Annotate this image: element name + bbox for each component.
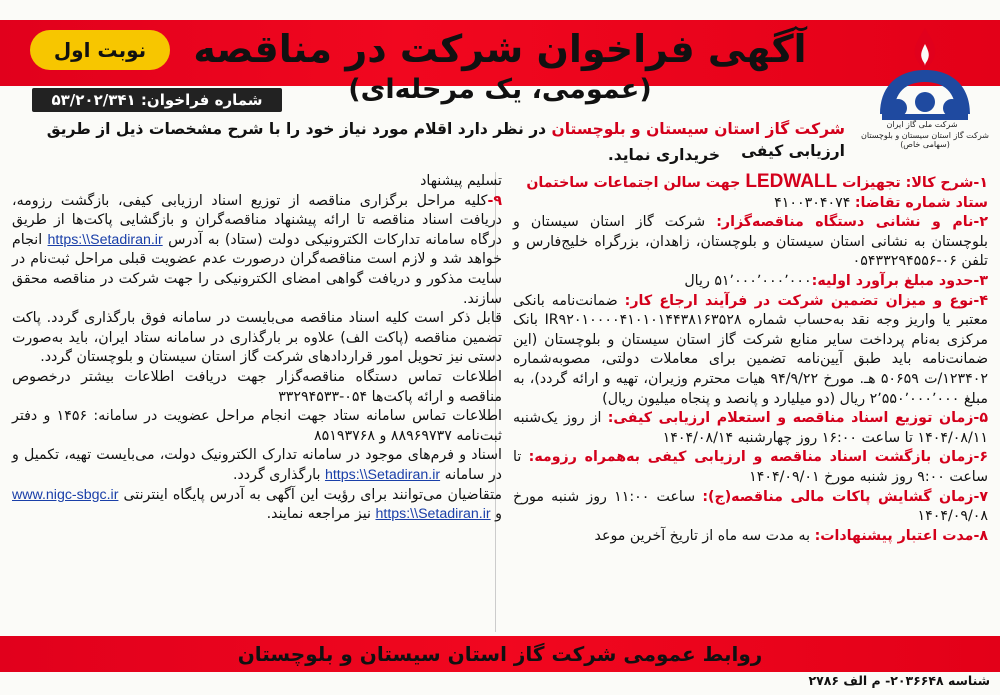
para-6-and: و — [490, 506, 502, 523]
request-number-value: ۴۱۰۰۳۰۴۰۷۴ — [774, 194, 851, 211]
para-2: قابل ذکر است کلیه اسناد مناقصه می‌بایست در سامانه فوق بارگذاری گردد. پاکت تضمین مناقصه (پاکت الف) علاوه بر بارگذاری در سامانه ستاد ایران، باید به‌صورت دستی نیز تحویل امور قراردادهای شرکت گاز استان سیستان و بلوچستان گردد. — [12, 310, 502, 366]
item-4-text-b: بانک مرکزی به‌نام پرداخت سایر منابع شرکت گاز استان سیستان و بلوچستان (این ضمانت‌نامه باید طبق آیین‌نامه تضمین برای معاملات دولتی، مصوبه‌شماره ۱۲۳۴۰۲/ت ۵۰۶۵۹ هـ. مورخ ۹۴/۹/۲۲ هیات محترم وزیران، تهیه و ارائه گردد)، به مبلغ ۲٬۵۵۰٬۰۰۰٬۰۰۰ ریال (دو میلیارد و پانصد و پنجاه میلیون ریال) — [513, 312, 988, 407]
logo-caption-nigc: شرکت ملی گاز ایران — [886, 120, 958, 129]
first-round-badge: نوبت اول — [30, 30, 170, 70]
item-8-text: به مدت سه ماه از تاریخ آخرین موعد — [594, 527, 815, 544]
para-5 — [12, 446, 502, 485]
item-1-ledwall: LEDWALL — [745, 171, 838, 192]
setadiran-link-3[interactable]: https:\\Setadiran.ir — [375, 506, 491, 523]
item-7 — [513, 488, 988, 527]
para-6-text-b: نیز مراجعه نمایند. — [266, 506, 376, 523]
intro-company-name: شرکت گاز استان سیستان و بلوچستان — [551, 120, 845, 138]
intro-text-end: خریداری نماید. — [607, 146, 720, 164]
para-5-text-b: بارگذاری گردد. — [232, 466, 325, 483]
para-3: اطلاعات تماس دستگاه مناقصه‌گزار جهت دریافت اطلاعات بیشتر درخصوص مناقصه و ارائه پاکت‌ها ۰۵۴-۳۳۲۹۴۵۳۳ — [12, 368, 502, 405]
item-5-label: ۵-زمان توزیع اسناد مناقصه و استعلام ارزیابی کیفی: — [607, 410, 988, 427]
item-9-text-b: انجام خواهد شد و لازم است مناقصه‌گران درصورت عدم عضویت قبلی مراحل ثبت‌نام در سایت مذکور و دریافت گواهی امضای الکترونیکی را جهت شرکت در مناقصه محقق سازند. — [12, 231, 502, 307]
item-2-text: شرکت گاز استان سیستان و بلوچستان به نشانی استان سیستان و بلوچستان، زاهدان، بزرگراه خلیج‌فارس و تلفن ۰۶-۰۵۴۳۳۲۹۴۵۵۶ — [513, 214, 988, 270]
item-5 — [513, 409, 988, 448]
item-3-label: ۳-حدود مبلغ برآورد اولیه: — [811, 272, 988, 289]
left-column — [12, 172, 502, 525]
footer-public-relations: روابط عمومی شرکت گاز استان سیستان و بلوچستان — [237, 642, 763, 666]
setadiran-link[interactable]: https:\\Setadiran.ir — [47, 231, 163, 248]
item-4-label: ۴-نوع و میزان تضمین شرکت در فرآیند ارجاع کار: — [624, 292, 988, 309]
nigc-sbgc-link[interactable]: www.nigc-sbgc.ir — [12, 486, 119, 503]
item-8-label: ۸-مدت اعتبار پیشنهادات: — [814, 527, 988, 544]
item-9-label: ۹- — [487, 192, 502, 209]
item-4-iban: IR۹۲۰۱۰۰۰۰۴۱۰۱۰۱۴۴۳۸۱۶۳۵۲۸ — [544, 312, 742, 329]
logo-caption-company: شرکت گاز استان سیستان و بلوچستان (سهامی خاص) — [861, 131, 989, 149]
para-4: اطلاعات تماس سامانه ستاد جهت انجام مراحل عضویت در سامانه: ۱۴۵۶ و دفتر ثبت‌نامه ۸۸۹۶۹۷۳۷ و ۸۵۱۹۳۷۶۸ — [12, 408, 502, 444]
item-3 — [513, 272, 988, 292]
item-2-label: ۲-نام و نشانی دستگاه مناقصه‌گزار: — [716, 214, 988, 231]
intro-text: در نظر دارد اقلام مورد نیاز خود را با شرح مشخصات ذیل از طریق ارزیابی کیفی — [46, 120, 845, 160]
para-6-text-a: متقاضیان می‌توانند برای رؤیت این آگهی به آدرس پایگاه اینترنتی — [118, 486, 502, 503]
item-7-label: ۷-زمان گشایش پاکات مالی مناقصه(ج): — [702, 488, 988, 505]
item-1-request-number — [513, 194, 988, 214]
call-number: شماره فراخوان: ۵۳/۲۰۲/۳۴۱ — [32, 88, 282, 112]
left-line-0: تسلیم پیشنهاد — [420, 173, 502, 189]
item-7-text: ساعت ۱۱:۰۰ روز شنبه مورخ ۱۴۰۴/۰۹/۰۸ — [513, 488, 988, 525]
item-6-text: تا ساعت ۹:۰۰ روز شنبه مورخ ۱۴۰۴/۰۹/۰۱ — [513, 449, 988, 485]
notice-id: شناسه ۲۰۳۶۶۴۸- م الف ۲۷۸۶ — [808, 673, 990, 688]
notice-subtitle: (عمومی، یک مرحله‌ای) — [348, 74, 652, 105]
item-6 — [513, 448, 988, 487]
item-5-text: از روز یک‌شنبه ۱۴۰۴/۰۸/۱۱ تا ساعت ۱۶:۰۰ روز چهارشنبه ۱۴۰۴/۰۸/۱۴ — [513, 410, 988, 446]
item-6-label: ۶-زمان بازگشت اسناد مناقصه و ارزیابی کیفی به‌همراه رزومه: — [528, 449, 989, 466]
item-9-text-a: کلیه مراحل برگزاری مناقصه از توزیع اسناد ارزیابی کیفی، بازگشت رزومه، دریافت اسناد مناقصه تا ارائه پیشنهاد مناقصه‌گران و بازگشایی پاکت‌ها از طریق درگاه سامانه تدارکات الکترونیکی دولت (ستاد) به آدرس — [12, 192, 502, 248]
item-4 — [513, 292, 988, 410]
para-5-text-a: اسناد و فرم‌های موجود در سامانه تدارک الکترونیک دولت، می‌بایست تهیه، تکمیل و در سامانه — [12, 447, 502, 483]
request-number-label: ستاد شماره تقاضا: — [854, 194, 988, 211]
intro-paragraph — [20, 118, 845, 162]
right-column — [513, 172, 988, 546]
item-1-rest: جهت سالن اجتماعات ساختمان — [526, 175, 746, 191]
notice-title: آگهی فراخوان شرکت در مناقصه — [193, 27, 807, 71]
item-4-text-a: ضمانت‌نامه بانکی معتبر یا واریز وجه نقد به‌حساب شماره — [513, 292, 988, 329]
item-9 — [12, 192, 502, 310]
setadiran-link-2[interactable]: https:\\Setadiran.ir — [324, 466, 441, 483]
item-3-value: ۵۱٬۰۰۰٬۰۰۰٬۰۰۰ ریال — [684, 272, 812, 289]
para-6 — [12, 486, 502, 525]
item-2 — [513, 213, 988, 272]
item-1 — [513, 172, 988, 194]
item-1-label: ۱-شرح کالا: تجهیزات — [837, 175, 988, 191]
item-8 — [513, 527, 988, 547]
